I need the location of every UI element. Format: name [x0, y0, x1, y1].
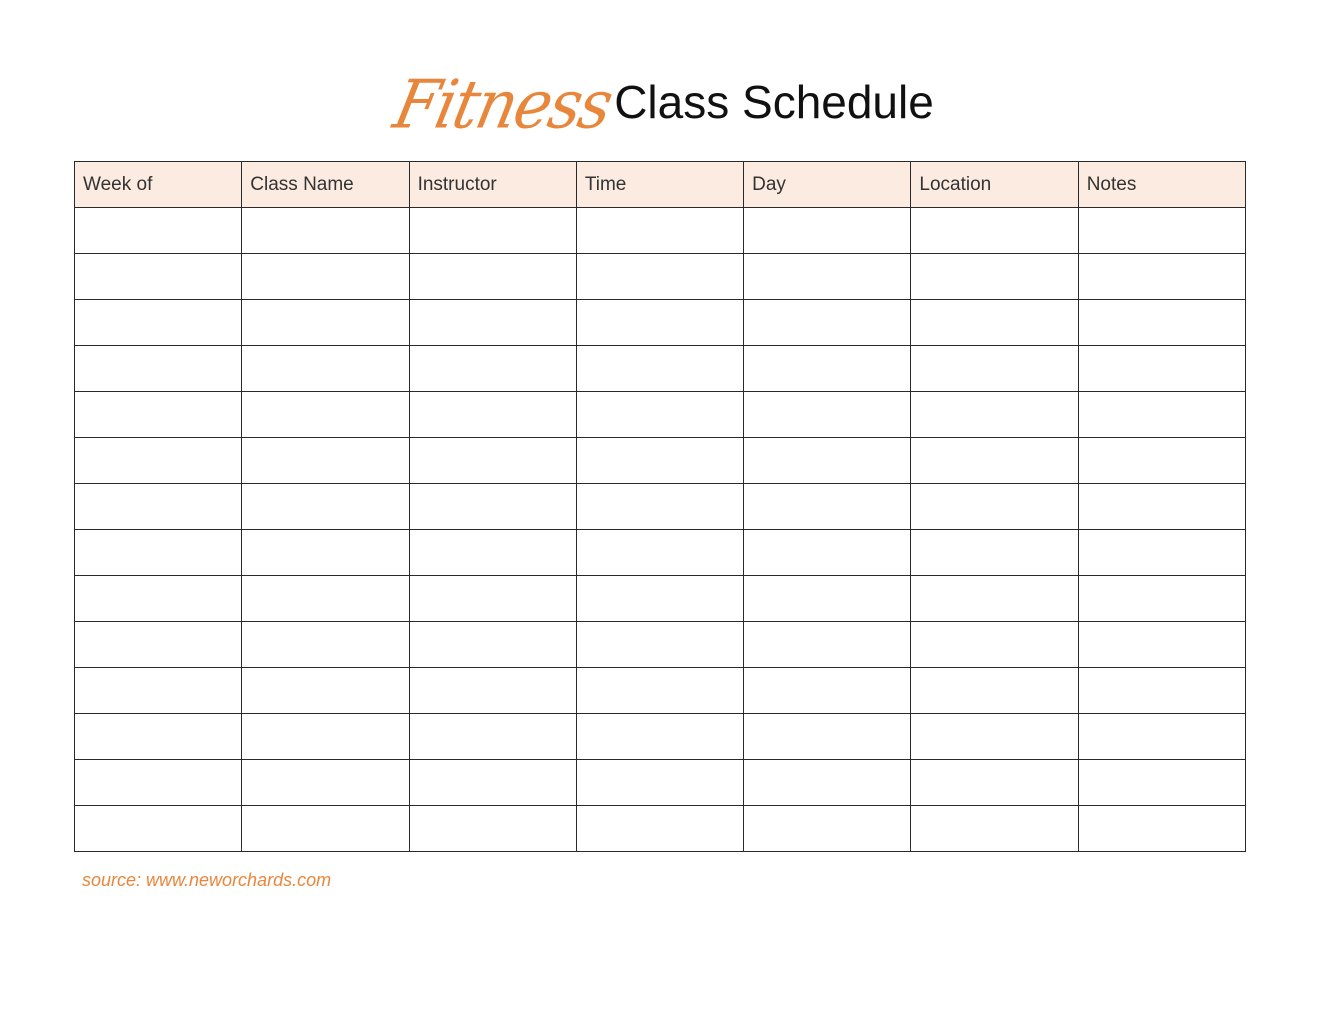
- table-cell[interactable]: [576, 438, 743, 484]
- schedule-table: [74, 161, 1246, 852]
- table-cell[interactable]: [242, 760, 409, 806]
- column-header-week-of: Week of: [75, 162, 242, 208]
- table-cell[interactable]: [744, 300, 911, 346]
- table-row: [75, 668, 1246, 714]
- table-row: [75, 622, 1246, 668]
- table-cell[interactable]: [242, 346, 409, 392]
- table-cell[interactable]: [576, 714, 743, 760]
- table-cell[interactable]: [576, 484, 743, 530]
- table-cell[interactable]: [744, 760, 911, 806]
- table-cell[interactable]: [242, 484, 409, 530]
- table-row: [75, 484, 1246, 530]
- table-cell[interactable]: [75, 300, 242, 346]
- table-cell[interactable]: [911, 806, 1078, 852]
- table-cell[interactable]: [576, 530, 743, 576]
- table-cell[interactable]: [75, 806, 242, 852]
- table-cell[interactable]: [75, 346, 242, 392]
- table-cell[interactable]: [409, 576, 576, 622]
- table-cell[interactable]: [576, 392, 743, 438]
- table-cell[interactable]: [409, 254, 576, 300]
- table-cell[interactable]: [242, 576, 409, 622]
- table-cell[interactable]: [911, 760, 1078, 806]
- column-header-notes: Notes: [1078, 162, 1245, 208]
- table-cell[interactable]: [576, 760, 743, 806]
- table-cell[interactable]: [1078, 392, 1245, 438]
- table-cell[interactable]: [1078, 208, 1245, 254]
- table-cell[interactable]: [1078, 622, 1245, 668]
- column-header-day: Day: [744, 162, 911, 208]
- table-cell[interactable]: [911, 254, 1078, 300]
- table-cell[interactable]: [911, 530, 1078, 576]
- table-cell[interactable]: [409, 484, 576, 530]
- table-cell[interactable]: [409, 760, 576, 806]
- table-cell[interactable]: [1078, 806, 1245, 852]
- table-cell[interactable]: [75, 254, 242, 300]
- table-cell[interactable]: [242, 714, 409, 760]
- table-cell[interactable]: [744, 668, 911, 714]
- table-row: [75, 438, 1246, 484]
- table-cell[interactable]: [409, 530, 576, 576]
- table-row: [75, 714, 1246, 760]
- table-row: [75, 254, 1246, 300]
- table-cell[interactable]: [911, 576, 1078, 622]
- table-cell[interactable]: [744, 346, 911, 392]
- table-cell[interactable]: [409, 668, 576, 714]
- table-cell[interactable]: [1078, 576, 1245, 622]
- table-cell[interactable]: [1078, 438, 1245, 484]
- table-cell[interactable]: [242, 300, 409, 346]
- table-cell[interactable]: [242, 668, 409, 714]
- table-cell[interactable]: [75, 714, 242, 760]
- table-cell[interactable]: [911, 714, 1078, 760]
- table-cell[interactable]: [744, 530, 911, 576]
- table-cell[interactable]: [242, 622, 409, 668]
- table-cell[interactable]: [744, 622, 911, 668]
- column-header-class-name: Class Name: [242, 162, 409, 208]
- table-row: [75, 300, 1246, 346]
- table-cell[interactable]: [576, 668, 743, 714]
- table-cell[interactable]: [576, 806, 743, 852]
- table-cell[interactable]: [911, 484, 1078, 530]
- table-cell[interactable]: [75, 668, 242, 714]
- table-cell[interactable]: [576, 300, 743, 346]
- table-cell[interactable]: [1078, 254, 1245, 300]
- table-cell[interactable]: [242, 806, 409, 852]
- table-cell[interactable]: [242, 254, 409, 300]
- table-cell[interactable]: [911, 346, 1078, 392]
- header-row: [75, 162, 1246, 208]
- table-cell[interactable]: [911, 392, 1078, 438]
- table-cell[interactable]: [75, 438, 242, 484]
- table-cell[interactable]: [911, 668, 1078, 714]
- table-cell[interactable]: [1078, 760, 1245, 806]
- table-cell[interactable]: [911, 438, 1078, 484]
- table-cell[interactable]: [1078, 530, 1245, 576]
- table-body: [75, 208, 1246, 852]
- table-cell[interactable]: [409, 208, 576, 254]
- table-cell[interactable]: [75, 208, 242, 254]
- table-cell[interactable]: [409, 438, 576, 484]
- table-row: [75, 346, 1246, 392]
- table-cell[interactable]: [576, 254, 743, 300]
- table-row: [75, 208, 1246, 254]
- title-script-word: Fitness: [387, 64, 619, 144]
- page-title: [0, 66, 1320, 150]
- table-cell[interactable]: [744, 438, 911, 484]
- table-row: [75, 530, 1246, 576]
- title-main-words: Class Schedule: [614, 76, 934, 128]
- table-cell[interactable]: [242, 530, 409, 576]
- source-credit: source: www.neworchards.com: [82, 870, 332, 890]
- table-cell[interactable]: [75, 530, 242, 576]
- column-header-time: Time: [576, 162, 743, 208]
- table-row: [75, 392, 1246, 438]
- table-cell[interactable]: [75, 576, 242, 622]
- table-cell[interactable]: [1078, 484, 1245, 530]
- table-cell[interactable]: [576, 576, 743, 622]
- table-cell[interactable]: [744, 484, 911, 530]
- column-header-location: Location: [911, 162, 1078, 208]
- table-cell[interactable]: [75, 392, 242, 438]
- table-row: [75, 806, 1246, 852]
- table-cell[interactable]: [75, 760, 242, 806]
- table-cell[interactable]: [576, 208, 743, 254]
- table-cell[interactable]: [744, 208, 911, 254]
- table-cell[interactable]: [409, 392, 576, 438]
- table-cell[interactable]: [409, 300, 576, 346]
- table-cell[interactable]: [744, 392, 911, 438]
- table-cell[interactable]: [744, 806, 911, 852]
- table-cell[interactable]: [409, 346, 576, 392]
- table-cell[interactable]: [242, 438, 409, 484]
- table-cell[interactable]: [1078, 668, 1245, 714]
- table-cell[interactable]: [75, 484, 242, 530]
- table-cell[interactable]: [242, 392, 409, 438]
- column-header-instructor: Instructor: [409, 162, 576, 208]
- table-cell[interactable]: [1078, 300, 1245, 346]
- table-cell[interactable]: [409, 806, 576, 852]
- table-cell[interactable]: [576, 346, 743, 392]
- table-cell[interactable]: [576, 622, 743, 668]
- table-row: [75, 760, 1246, 806]
- table-cell[interactable]: [744, 254, 911, 300]
- table-cell[interactable]: [409, 622, 576, 668]
- table-cell[interactable]: [911, 300, 1078, 346]
- table-cell[interactable]: [1078, 714, 1245, 760]
- table-cell[interactable]: [75, 622, 242, 668]
- table-cell[interactable]: [911, 622, 1078, 668]
- table-cell[interactable]: [242, 208, 409, 254]
- table-cell[interactable]: [744, 714, 911, 760]
- table-cell[interactable]: [744, 576, 911, 622]
- table-cell[interactable]: [409, 714, 576, 760]
- table-cell[interactable]: [911, 208, 1078, 254]
- table-row: [75, 576, 1246, 622]
- table-cell[interactable]: [1078, 346, 1245, 392]
